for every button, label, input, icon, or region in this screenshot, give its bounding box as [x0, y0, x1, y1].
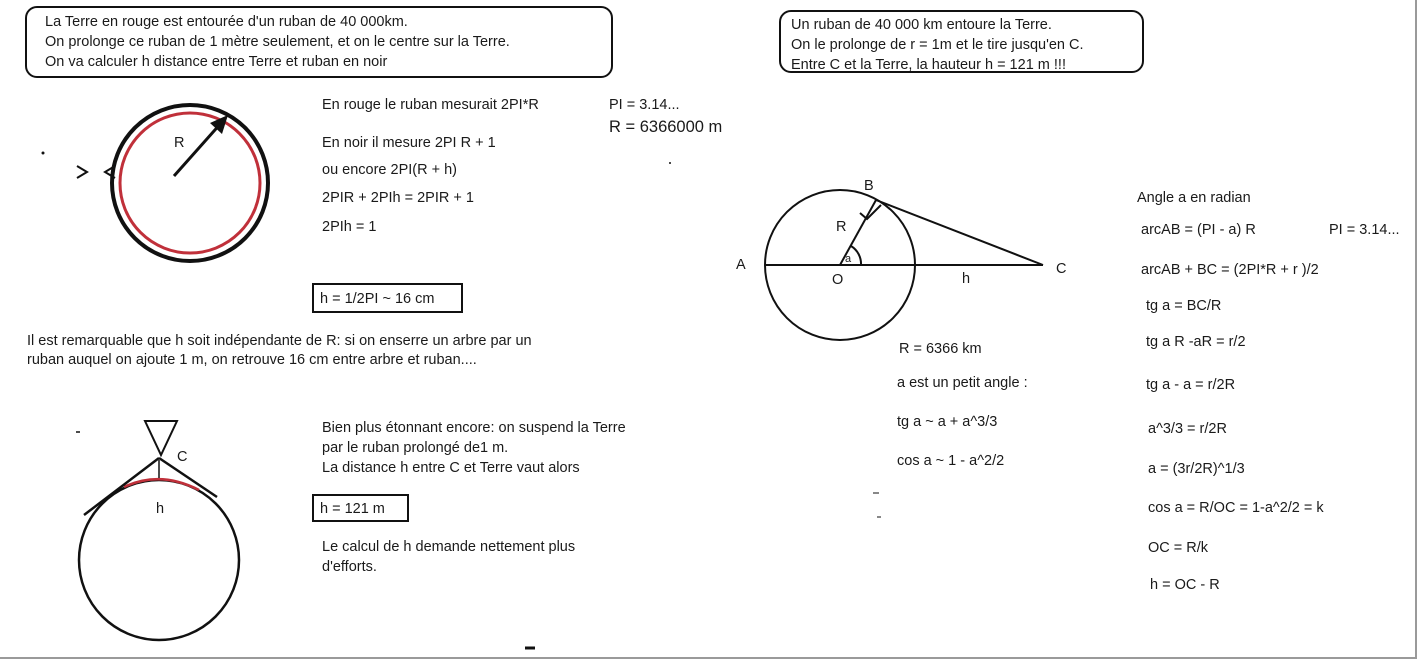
tangent-bc — [876, 200, 1043, 265]
conclusion-line-1: Le calcul de h demande nettement plus — [322, 539, 576, 555]
red-ribbon-length: En rouge le ruban mesurait 2PI*R — [322, 97, 539, 113]
approx-cosine: cos a ~ 1 - a^2/2 — [897, 453, 1005, 469]
label-b-point: B — [864, 178, 874, 194]
black-ribbon-length: En noir il mesure 2PI R + 1 — [322, 135, 496, 151]
label-a-point: A — [736, 257, 746, 273]
equation-2: 2PIh = 1 — [322, 219, 377, 235]
step-cosine-k: cos a = R/OC = 1-a^2/2 = k — [1148, 500, 1324, 516]
earth-radius-value: R = 6366000 m — [609, 118, 723, 136]
approx-radius: R = 6366 km — [899, 341, 982, 357]
point-c-label: C — [177, 449, 188, 465]
label-angle: a — [845, 253, 852, 265]
or-again-line: ou encore 2PI(R + h) — [322, 162, 458, 178]
step-oc: OC = R/k — [1148, 540, 1209, 556]
approx-small-angle: a est un petit angle : — [897, 375, 1028, 391]
step-pi-note: PI = 3.14... — [1329, 222, 1400, 238]
remark-line-1: Il est remarquable que h soit indépendante de R: si on enserre un arbre par un — [27, 333, 532, 349]
radius-label: R — [174, 135, 185, 151]
approx-tangent: tg a ~ a + a^3/3 — [897, 414, 998, 430]
label-o-point: O — [832, 272, 844, 288]
result-121m: h = 121 m — [320, 501, 385, 517]
step-tan-minus-a: tg a - a = r/2R — [1146, 377, 1236, 393]
label-height: h — [962, 271, 971, 287]
step-tan-r: tg a R -aR = r/2 — [1146, 334, 1246, 350]
step-h-result: h = OC - R — [1150, 577, 1220, 593]
height-label: h — [156, 501, 165, 517]
left-intro-line-1: La Terre en rouge est entourée d'un ruban de 40 000km. — [45, 14, 408, 30]
suspend-line-3: La distance h entre C et Terre vaut alors — [322, 460, 580, 476]
angle-arc — [851, 246, 861, 265]
step-arc-ab: arcAB = (PI - a) R — [1141, 222, 1256, 238]
equation-1: 2PIR + 2PIh = 2PIR + 1 — [322, 190, 474, 206]
right-intro-line-2: On le prolonge de r = 1m et le tire jusqu'en C. — [791, 37, 1084, 53]
label-c-point: C — [1056, 261, 1067, 277]
step-a-cubed: a^3/3 = r/2R — [1148, 421, 1227, 437]
suspend-line-2: par le ruban prolongé de1 m. — [322, 440, 509, 456]
remark-line-2: ruban auquel on ajoute 1 m, on retrouve 16 cm entre arbre et ruban.... — [27, 352, 477, 368]
left-intro-line-3: On va calculer h distance entre Terre et ruban en noir — [45, 54, 388, 70]
pi-value: PI = 3.14... — [609, 97, 680, 113]
step-angle-radian: Angle a en radian — [1137, 190, 1251, 206]
right-angle-mark — [860, 205, 881, 219]
conclusion-line-2: d'efforts. — [322, 559, 377, 575]
result-16cm: h = 1/2PI ~ 16 cm — [320, 291, 435, 307]
left-intro-line-2: On prolonge ce ruban de 1 mètre seulement, et on le centre sur la Terre. — [45, 34, 510, 50]
right-intro-line-3: Entre C et la Terre, la hauteur h = 121 m !!! — [791, 57, 1066, 73]
step-a-value: a = (3r/2R)^1/3 — [1148, 461, 1245, 477]
suspend-line-1: Bien plus étonnant encore: on suspend la Terre — [322, 420, 626, 436]
dot-top — [669, 162, 671, 164]
right-intro-line-1: Un ruban de 40 000 km entoure la Terre. — [791, 17, 1052, 33]
step-arc-plus-bc: arcAB + BC = (2PI*R + r )/2 — [1141, 262, 1319, 278]
step-tan-bc: tg a = BC/R — [1146, 298, 1222, 314]
label-radius: R — [836, 219, 847, 235]
